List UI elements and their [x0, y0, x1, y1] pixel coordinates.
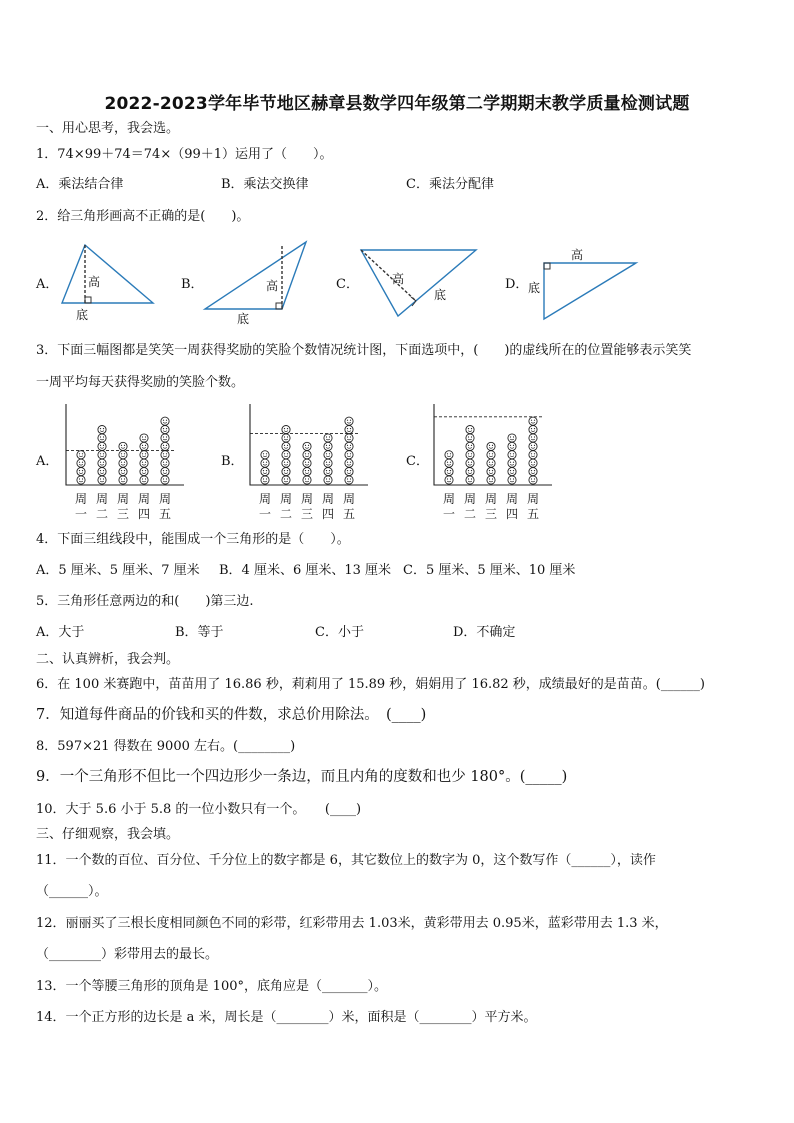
smiley-icon	[282, 426, 290, 434]
weekday-label-top: 周	[117, 492, 130, 506]
smiley-icon	[445, 476, 453, 484]
question-4-stem: 4．下面三组线段中，能围成一个三角形的是（ ）。	[36, 532, 350, 547]
smiley-icon	[345, 442, 353, 450]
smiley-icon	[487, 451, 495, 459]
smiley-icon	[445, 459, 453, 467]
smiley-icon	[466, 476, 474, 484]
question-11-line1: 11．一个数的百位、百分位、千分位上的数字都是 6，其它数位上的数字为 0，这个数写作（______），读作	[36, 853, 656, 868]
smiley-icon	[282, 434, 290, 442]
weekday-label-top: 周	[506, 492, 519, 506]
smiley-icon	[140, 434, 148, 442]
page-title: 2022-2023学年毕节地区赫章县数学四年级第二学期期末教学质量检测试题	[104, 94, 690, 114]
q2d-height-label: 高	[571, 248, 584, 262]
smiley-icon	[466, 426, 474, 434]
question-11-line2: （______）。	[36, 884, 108, 899]
smiley-icon	[324, 476, 332, 484]
smiley-icon	[303, 468, 311, 476]
question-12-line2: （________）彩带用去的最长。	[36, 947, 219, 962]
smiley-icon	[161, 451, 169, 459]
weekday-label-bottom: 三	[117, 507, 130, 521]
q5-option-d[interactable]: D．不确定	[453, 625, 516, 640]
weekday-label-top: 周	[75, 492, 88, 506]
section-heading-1: 一、用心思考，我会选。	[36, 121, 180, 136]
smiley-icon	[508, 459, 516, 467]
smiley-icon	[345, 459, 353, 467]
q2-option-c[interactable]: C．	[336, 277, 359, 292]
q1-option-a[interactable]: A．乘法结合律	[36, 177, 124, 192]
weekday-label-bottom: 四	[322, 507, 335, 521]
smiley-icon	[324, 459, 332, 467]
smiley-icon	[529, 468, 537, 476]
smiley-icon	[77, 451, 85, 459]
smiley-icon	[529, 476, 537, 484]
weekday-label-bottom: 四	[138, 507, 151, 521]
weekday-label-top: 周	[485, 492, 498, 506]
q4-option-b[interactable]: B．4 厘米、6 厘米、13 厘米	[219, 563, 392, 578]
smiley-icon	[98, 426, 106, 434]
smiley-icon	[119, 442, 127, 450]
question-1-stem: 1．74×99＋74＝74×（99＋1）运用了（ ）。	[36, 147, 333, 162]
smiley-icon	[261, 476, 269, 484]
smiley-icon	[140, 468, 148, 476]
q1-option-b[interactable]: B．乘法交换律	[221, 177, 309, 192]
weekday-label-bottom: 一	[75, 507, 88, 521]
smiley-icon	[466, 468, 474, 476]
smiley-icon	[282, 468, 290, 476]
question-12-line1: 12．丽丽买了三根长度相同颜色不同的彩带，红彩带用去 1.03米，黄彩带用去 0.95米，蓝彩带用去 1.3 米，	[36, 916, 668, 931]
smiley-icon	[487, 442, 495, 450]
weekday-label-top: 周	[443, 492, 456, 506]
smiley-icon	[77, 476, 85, 484]
smiley-icon	[140, 442, 148, 450]
question-2-stem: 2．给三角形画高不正确的是( )。	[36, 209, 250, 224]
smiley-icon	[77, 468, 85, 476]
smiley-icon	[303, 451, 311, 459]
question-5-stem: 5．三角形任意两边的和( )第三边.	[36, 594, 254, 609]
q2-option-d[interactable]: D．	[505, 277, 529, 292]
q2d-base-label: 底	[528, 281, 541, 295]
q4-option-a[interactable]: A．5 厘米、5 厘米、7 厘米	[36, 563, 200, 578]
weekday-label-top: 周	[527, 492, 540, 506]
question-9: 9．一个三角形不但比一个四边形少一条边，而且内角的度数和也少 180°。(_____)	[36, 769, 568, 785]
weekday-label-bottom: 二	[280, 507, 293, 521]
smiley-icon	[529, 459, 537, 467]
smiley-icon	[324, 442, 332, 450]
weekday-label-top: 周	[464, 492, 477, 506]
weekday-label-top: 周	[280, 492, 293, 506]
weekday-label-top: 周	[159, 492, 172, 506]
weekday-label-bottom: 五	[343, 507, 356, 521]
section-heading-2: 二、认真辨析，我会判。	[36, 652, 180, 667]
question-7: 7．知道每件商品的价钱和买的件数，求总价用除法。 (____)	[36, 707, 427, 723]
q2c-height-label: 高	[392, 272, 405, 286]
smiley-icon	[282, 451, 290, 459]
smiley-icon	[119, 451, 127, 459]
smiley-icon	[508, 451, 516, 459]
smiley-icon	[529, 426, 537, 434]
smiley-icon	[140, 476, 148, 484]
smiley-icon	[98, 468, 106, 476]
smiley-icon	[282, 476, 290, 484]
smiley-icon	[140, 451, 148, 459]
smiley-icon	[324, 468, 332, 476]
smiley-icon	[98, 459, 106, 467]
smiley-icon	[161, 459, 169, 467]
smiley-icon	[161, 417, 169, 425]
weekday-label-bottom: 四	[506, 507, 519, 521]
question-3-stem-line1: 3．下面三幅图都是笑笑一周获得奖励的笑脸个数情况统计图，下面选项中，( )的虚线所在的位置能够表示笑笑	[36, 343, 692, 358]
q5-option-a[interactable]: A．大于	[36, 625, 85, 640]
q2b-base-label: 底	[237, 312, 250, 326]
smiley-icon	[529, 451, 537, 459]
smiley-icon	[98, 476, 106, 484]
question-3-stem-line2: 一周平均每天获得奖励的笑脸个数。	[36, 375, 245, 390]
smiley-icon	[345, 476, 353, 484]
weekday-label-top: 周	[259, 492, 272, 506]
smiley-icon	[487, 459, 495, 467]
smiley-icon	[345, 434, 353, 442]
weekday-label-bottom: 一	[443, 507, 456, 521]
smiley-icon	[508, 468, 516, 476]
smiley-icon	[161, 468, 169, 476]
question-8: 8．597×21 得数在 9000 左右。(________)	[36, 739, 296, 754]
smiley-icon	[466, 434, 474, 442]
smiley-icon	[282, 442, 290, 450]
weekday-label-top: 周	[138, 492, 151, 506]
smiley-icon	[140, 459, 148, 467]
q5-option-c[interactable]: C．小于	[315, 625, 364, 640]
smiley-icon	[345, 426, 353, 434]
q2-option-b[interactable]: B．	[181, 277, 204, 292]
q3-option-c[interactable]: C．	[406, 454, 429, 469]
smiley-icon	[161, 476, 169, 484]
q5-option-b[interactable]: B．等于	[175, 625, 224, 640]
weekday-label-bottom: 三	[485, 507, 498, 521]
q3-option-b[interactable]: B．	[221, 454, 244, 469]
smiley-icon	[487, 476, 495, 484]
q2a-height-label: 高	[88, 275, 101, 289]
q2a-base-label: 底	[76, 308, 89, 322]
q1-option-c[interactable]: C．乘法分配律	[406, 177, 494, 192]
q3-option-a[interactable]: A．	[36, 454, 59, 469]
section-heading-3: 三、仔细观察，我会填。	[36, 827, 180, 842]
weekday-label-bottom: 一	[259, 507, 272, 521]
smiley-icon	[324, 451, 332, 459]
smiley-icon	[529, 434, 537, 442]
smiley-icon	[529, 417, 537, 425]
smiley-icon	[98, 434, 106, 442]
smiley-icon	[303, 459, 311, 467]
smiley-icon	[487, 468, 495, 476]
smiley-icon	[161, 426, 169, 434]
smiley-icon	[161, 442, 169, 450]
weekday-label-bottom: 五	[159, 507, 172, 521]
weekday-label-top: 周	[96, 492, 109, 506]
question-10: 10．大于 5.6 小于 5.8 的一位小数只有一个。 (____)	[36, 802, 362, 817]
smiley-icon	[77, 459, 85, 467]
weekday-label-top: 周	[343, 492, 356, 506]
smiley-icon	[119, 468, 127, 476]
smiley-icon	[261, 451, 269, 459]
q2c-base-label: 底	[434, 288, 447, 302]
smiley-icon	[345, 451, 353, 459]
smiley-icon	[119, 476, 127, 484]
weekday-label-top: 周	[322, 492, 335, 506]
smiley-icon	[466, 459, 474, 467]
weekday-label-bottom: 五	[527, 507, 540, 521]
smiley-icon	[282, 459, 290, 467]
smiley-icon	[466, 442, 474, 450]
smiley-icon	[345, 468, 353, 476]
smiley-icon	[324, 434, 332, 442]
question-13: 13．一个等腰三角形的顶角是 100°，底角应是（_______）。	[36, 979, 387, 994]
smiley-icon	[529, 442, 537, 450]
smiley-icon	[345, 417, 353, 425]
weekday-label-bottom: 二	[464, 507, 477, 521]
smiley-icon	[466, 451, 474, 459]
smiley-icon	[303, 476, 311, 484]
smiley-icon	[508, 476, 516, 484]
smiley-icon	[508, 442, 516, 450]
weekday-label-bottom: 二	[96, 507, 109, 521]
question-6: 6．在 100 米赛跑中，苗苗用了 16.86 秒，莉莉用了 15.89 秒，娟娟用了 16.82 秒，成绩最好的是苗苗。(______)	[36, 677, 705, 692]
smiley-icon	[508, 434, 516, 442]
smiley-icon	[261, 468, 269, 476]
smiley-icon	[303, 442, 311, 450]
smiley-icon	[161, 434, 169, 442]
q2-option-a[interactable]: A．	[36, 277, 59, 292]
smiley-icon	[119, 459, 127, 467]
smiley-icon	[98, 442, 106, 450]
smiley-icon	[261, 459, 269, 467]
weekday-label-top: 周	[301, 492, 314, 506]
weekday-label-bottom: 三	[301, 507, 314, 521]
smiley-icon	[445, 468, 453, 476]
q4-option-c[interactable]: C．5 厘米、5 厘米、10 厘米	[403, 563, 576, 578]
smiley-icon	[445, 451, 453, 459]
question-14: 14．一个正方形的边长是 a 米，周长是（________）米，面积是（________）平方米。	[36, 1010, 537, 1025]
smiley-icon	[98, 451, 106, 459]
q2b-height-label: 高	[266, 279, 279, 293]
